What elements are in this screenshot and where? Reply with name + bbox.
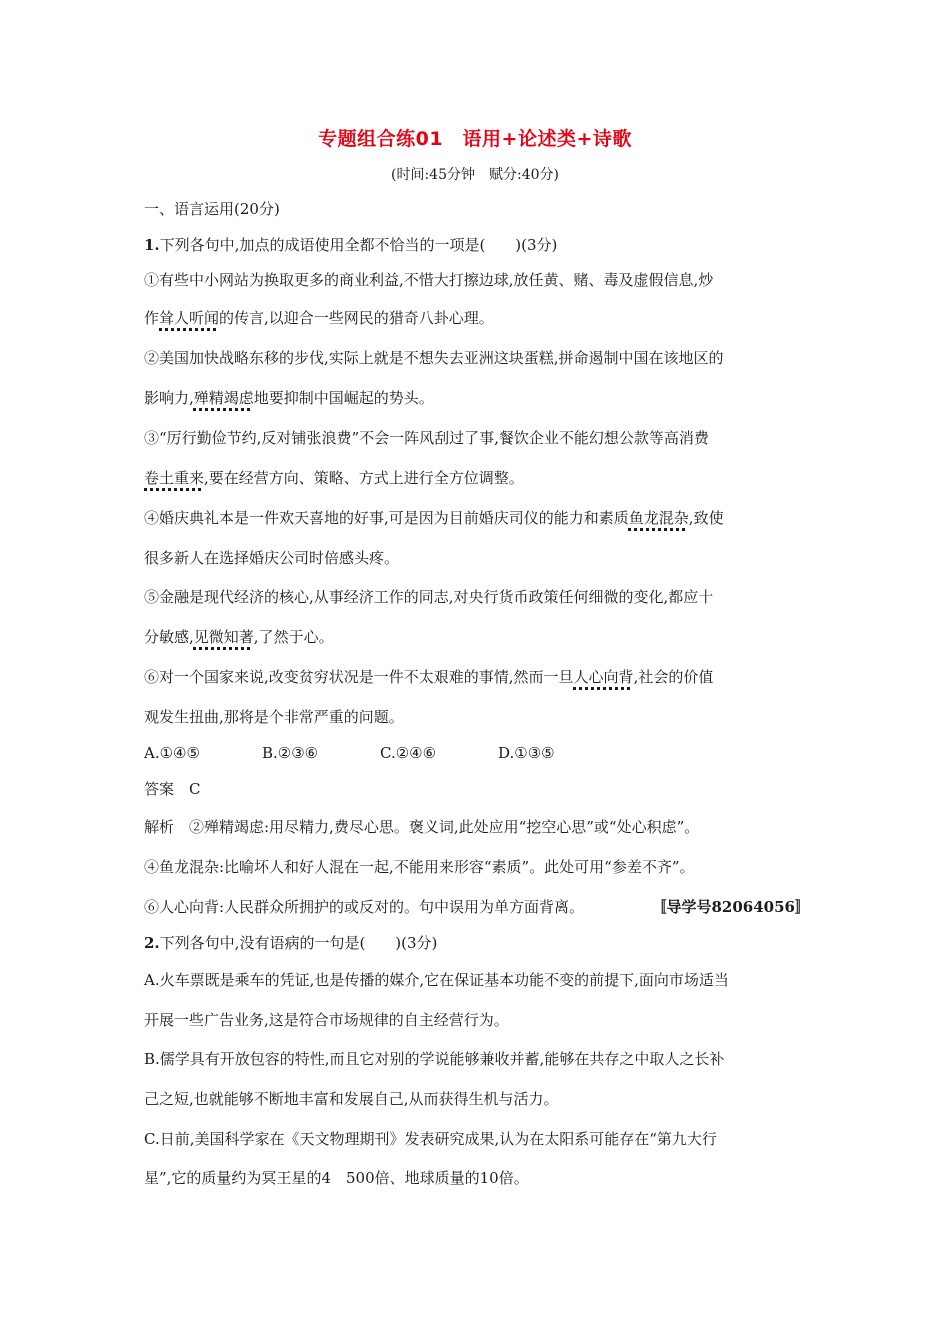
text-fragment: 影响力,: [144, 389, 194, 407]
question-text: 下列各句中,加点的成语使用全都不恰当的一项是( )(3分): [159, 236, 558, 254]
dotted-idiom: 见微知著: [193, 628, 254, 646]
option-b-line-1: B.儒学具有开放包容的特性,而且它对别的学说能够兼收并蓄,能够在共存之中取人之长补: [144, 1050, 725, 1068]
text-fragment: 的传言,以迎合一些网民的猎奇八卦心理。: [219, 309, 494, 327]
sentence-5-line-1: ⑤金融是现代经济的核心,从事经济工作的同志,对央行货币政策任何细微的变化,都应十: [144, 588, 714, 606]
question-number: 2.: [144, 934, 160, 952]
dotted-idiom: 耸人听闻: [159, 309, 220, 327]
option-a: A.①④⑤: [144, 744, 200, 762]
page-subtitle: (时间:45分钟 赋分:40分): [391, 167, 559, 183]
option-a-line-2: 开展一些广告业务,这是符合市场规律的自主经营行为。: [144, 1011, 509, 1029]
dotted-idiom: 鱼龙混杂: [628, 509, 689, 527]
option-b: B.②③⑥: [262, 744, 319, 762]
sentence-6-line-1: [144, 668, 713, 686]
reference-number: 〚导学号82064056〛: [651, 898, 810, 916]
sentence-2-line-1: ②美国加快战略东移的步伐,实际上就是不想失去亚洲这块蛋糕,拼命遏制中国在该地区的: [144, 349, 724, 367]
analysis-line-1: 解析 ②殚精竭虑:用尽精力,费尽心思。褒义词,此处应用“挖空心思”或“处心积虑”。: [144, 818, 700, 836]
text-fragment: ,社会的价值: [633, 668, 714, 686]
dotted-idiom: 卷土重来: [144, 469, 205, 487]
question-number: 1.: [144, 236, 160, 254]
sentence-3-line-2: [144, 469, 524, 487]
text-fragment: ⑥对一个国家来说,改变贫穷状况是一件不太艰难的事情,然而一旦: [144, 668, 574, 686]
answer: 答案 C: [144, 780, 201, 798]
sentence-5-line-2: [144, 628, 334, 646]
option-a-line-1: A.火车票既是乘车的凭证,也是传播的媒介,它在保证基本功能不变的前提下,面向市场适当: [144, 971, 729, 989]
dotted-idiom: 殚精竭虑: [193, 389, 254, 407]
text-fragment: ,要在经营方向、策略、方式上进行全方位调整。: [204, 469, 524, 487]
analysis-line-2: ④鱼龙混杂:比喻坏人和好人混在一起,不能用来形容“素质”。此处可用“参差不齐”。: [144, 858, 695, 876]
option-c-line-2: 星”,它的质量约为冥王星的4 500倍、地球质量的10倍。: [144, 1169, 529, 1187]
page-title: 专题组合练01 语用+论述类+诗歌: [318, 128, 632, 150]
text-fragment: ,致使: [688, 509, 724, 527]
question-1-stem: [144, 236, 557, 254]
sentence-4-line-2: 很多新人在选择婚庆公司时倍感头疼。: [144, 549, 400, 567]
sentence-6-line-2: 观发生扭曲,那将是个非常严重的问题。: [144, 708, 404, 726]
text-fragment: ,了然于心。: [253, 628, 334, 646]
question-text: 下列各句中,没有语病的一句是( )(3分): [159, 934, 438, 952]
sentence-3-line-1: ③“厉行勤俭节约,反对铺张浪费”不会一阵风刮过了事,餐饮企业不能幻想公款等高消费: [144, 429, 709, 447]
text-fragment: 地要抑制中国崛起的势头。: [253, 389, 434, 407]
sentence-1-line-1: ①有些中小网站为换取更多的商业利益,不惜大打擦边球,放任黄、赌、毒及虚假信息,炒: [144, 271, 714, 289]
text-fragment: ④婚庆典礼本是一件欢天喜地的好事,可是因为目前婚庆司仪的能力和素质: [144, 509, 629, 527]
option-b-line-2: 己之短,也就能够不断地丰富和发展自己,从而获得生机与活力。: [144, 1090, 559, 1108]
option-c: C.②④⑥: [380, 744, 437, 762]
text-fragment: 分敏感,: [144, 628, 194, 646]
analysis-line-3: ⑥人心向背:人民群众所拥护的或反对的。句中误用为单方面背离。: [144, 898, 585, 916]
dotted-idiom: 人心向背: [573, 668, 634, 686]
sentence-2-line-2: [144, 389, 434, 407]
section-heading: 一、语言运用(20分): [144, 200, 280, 218]
option-d: D.①③⑤: [498, 744, 555, 762]
answer-options: [144, 744, 555, 762]
question-2-stem: [144, 934, 437, 952]
sentence-1-line-2: [144, 309, 494, 327]
sentence-4-line-1: [144, 509, 724, 527]
text-fragment: 作: [144, 309, 160, 327]
option-c-line-1: C.日前,美国科学家在《天文物理期刊》发表研究成果,认为在太阳系可能存在“第九大行: [144, 1130, 717, 1148]
